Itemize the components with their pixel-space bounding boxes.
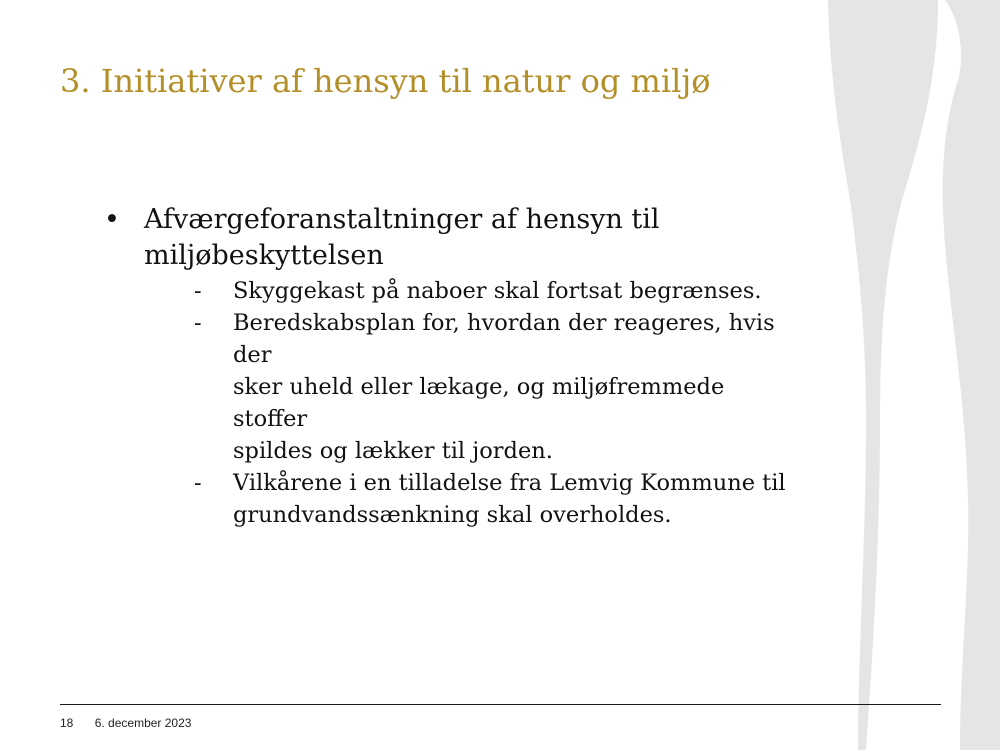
main-bullet-line: miljøbeskyttelsen	[144, 240, 384, 271]
sub-bullet-line: sker uheld eller lækage, og miljøfremmede stoffer	[233, 374, 725, 432]
sub-bullet-line: Beredskabsplan for, hvordan der reageres, hvis der	[233, 310, 775, 368]
right-curved-shape	[943, 0, 1000, 750]
footer-divider	[60, 704, 941, 705]
sub-bullet-line: spildes og lækker til jorden.	[233, 438, 553, 464]
slide-title: 3. Initiativer af hensyn til natur og miljø	[60, 62, 711, 100]
main-bullet-line: Afværgeforanstaltninger af hensyn til	[144, 204, 660, 235]
sub-bullet-item	[144, 307, 804, 467]
dash-icon: -	[194, 470, 202, 496]
main-bullet-item	[104, 202, 804, 531]
footer	[60, 716, 191, 730]
sub-bullet-line: Vilkårene i en tilladelse fra Lemvig Kommune til	[233, 470, 786, 496]
sub-bullet-item	[144, 467, 804, 531]
slide-content	[104, 202, 804, 531]
sub-bullet-list	[144, 275, 804, 531]
left-curved-shape	[828, 0, 938, 750]
bullet-icon: •	[104, 204, 120, 235]
sub-bullet-item	[144, 275, 804, 307]
sub-bullet-line: grundvandssænkning skal overholdes.	[233, 502, 672, 528]
page-number: 18	[60, 716, 74, 730]
dash-icon: -	[194, 310, 202, 336]
sub-bullet-line: Skyggekast på naboer skal fortsat begrænses.	[233, 278, 762, 304]
dash-icon: -	[194, 278, 202, 304]
footer-date: 6. december 2023	[94, 716, 192, 730]
